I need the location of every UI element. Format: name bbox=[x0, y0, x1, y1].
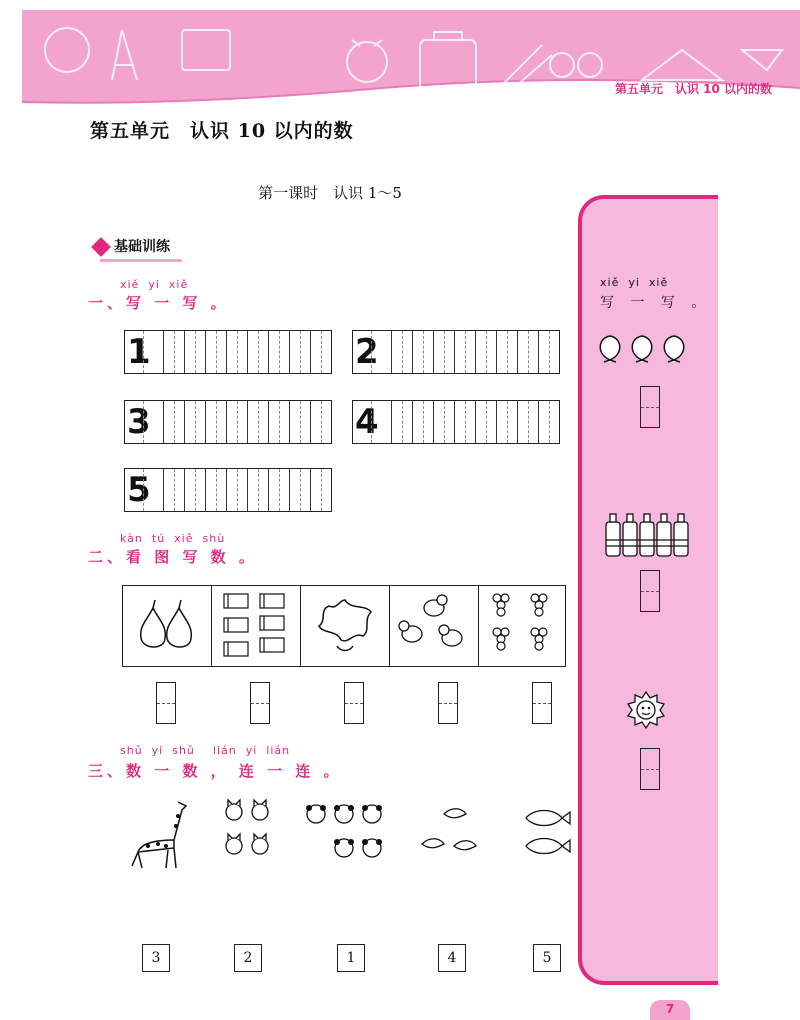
writing-cell[interactable] bbox=[205, 331, 226, 373]
banner-label: 第五单元 认识 10 以内的数 bbox=[614, 82, 772, 96]
picture-cell bbox=[300, 586, 389, 666]
writing-cell[interactable] bbox=[496, 331, 517, 373]
cat-icon bbox=[222, 798, 274, 868]
writing-cell[interactable] bbox=[226, 469, 247, 511]
answer-box[interactable] bbox=[640, 386, 660, 428]
q3-pinyin: shǔ yi shǔ lián yi lián bbox=[120, 744, 291, 757]
picture-strip bbox=[122, 585, 566, 667]
picture-cell bbox=[123, 586, 211, 666]
sun-icon bbox=[626, 690, 666, 730]
bottle-icon bbox=[604, 512, 694, 558]
q3-title: 三、数 一 数 ， 连 一 连 。 bbox=[88, 762, 343, 780]
writing-cell[interactable] bbox=[184, 401, 205, 443]
q1-pinyin: xiě yi xiě bbox=[120, 278, 189, 291]
side-title: 写 一 写 。 bbox=[600, 295, 712, 311]
writing-cell[interactable] bbox=[391, 331, 412, 373]
writing-grid-4 bbox=[352, 400, 560, 444]
writing-cell[interactable] bbox=[226, 401, 247, 443]
writing-cell[interactable] bbox=[475, 401, 496, 443]
writing-cell[interactable] bbox=[268, 331, 289, 373]
picture-cell bbox=[211, 586, 300, 666]
writing-cell[interactable] bbox=[310, 469, 331, 511]
q2-pinyin: kàn tú xiě shù bbox=[120, 532, 226, 545]
peach-icon bbox=[594, 330, 694, 370]
writing-cell[interactable] bbox=[247, 469, 268, 511]
number-box[interactable]: 5 bbox=[533, 944, 561, 972]
digit-label: 5 bbox=[125, 469, 163, 511]
pear-icon bbox=[123, 586, 211, 666]
fish-icon bbox=[522, 806, 572, 864]
picture-cell bbox=[478, 586, 567, 666]
writing-cell[interactable] bbox=[247, 331, 268, 373]
writing-grid-2 bbox=[352, 330, 560, 374]
writing-cell[interactable] bbox=[412, 401, 433, 443]
answer-box[interactable] bbox=[532, 682, 552, 724]
writing-cell[interactable] bbox=[412, 331, 433, 373]
writing-cell[interactable] bbox=[268, 469, 289, 511]
writing-cell[interactable] bbox=[163, 469, 184, 511]
giraffe-icon bbox=[118, 796, 194, 872]
writing-grid-1 bbox=[124, 330, 332, 374]
writing-cell[interactable] bbox=[289, 469, 310, 511]
section-badge bbox=[90, 236, 178, 258]
writing-cell[interactable] bbox=[454, 331, 475, 373]
chick-icon bbox=[390, 586, 478, 666]
writing-cell[interactable] bbox=[205, 401, 226, 443]
panda-icon bbox=[304, 800, 388, 866]
diamond-icon bbox=[91, 237, 111, 257]
writing-cell[interactable] bbox=[538, 331, 559, 373]
writing-cell[interactable] bbox=[391, 401, 412, 443]
writing-cell[interactable] bbox=[517, 331, 538, 373]
writing-cell[interactable] bbox=[496, 401, 517, 443]
writing-cell[interactable] bbox=[454, 401, 475, 443]
writing-grid-3 bbox=[124, 400, 332, 444]
picture-cell bbox=[389, 586, 478, 666]
writing-cell[interactable] bbox=[163, 331, 184, 373]
writing-cell[interactable] bbox=[163, 401, 184, 443]
answer-box[interactable] bbox=[156, 682, 176, 724]
writing-cell[interactable] bbox=[205, 469, 226, 511]
writing-cell[interactable] bbox=[538, 401, 559, 443]
section-badge-label: 基础训练 bbox=[114, 239, 170, 255]
writing-cell[interactable] bbox=[433, 331, 454, 373]
writing-cell[interactable] bbox=[184, 331, 205, 373]
q1-title: 一、写 一 写 。 bbox=[88, 294, 230, 312]
bird-icon bbox=[414, 800, 486, 866]
pencil-box-icon bbox=[212, 586, 300, 666]
writing-cell[interactable] bbox=[517, 401, 538, 443]
number-box[interactable]: 3 bbox=[142, 944, 170, 972]
writing-cell[interactable] bbox=[310, 331, 331, 373]
number-box[interactable]: 1 bbox=[337, 944, 365, 972]
answer-box[interactable] bbox=[344, 682, 364, 724]
digit-label: 4 bbox=[353, 401, 391, 443]
writing-cell[interactable] bbox=[289, 401, 310, 443]
flower-icon bbox=[301, 586, 389, 666]
writing-cell[interactable] bbox=[475, 331, 496, 373]
page-number: 7 bbox=[650, 1000, 690, 1020]
grapes-icon bbox=[479, 586, 567, 666]
number-box[interactable]: 2 bbox=[234, 944, 262, 972]
writing-cell[interactable] bbox=[433, 401, 454, 443]
digit-label: 2 bbox=[353, 331, 391, 373]
digit-label: 1 bbox=[125, 331, 163, 373]
answer-box[interactable] bbox=[640, 570, 660, 612]
unit-title: 第五单元 认识 10 以内的数 bbox=[90, 120, 354, 142]
digit-label: 3 bbox=[125, 401, 163, 443]
writing-grid-5 bbox=[124, 468, 332, 512]
writing-cell[interactable] bbox=[310, 401, 331, 443]
lesson-title: 第一课时 认识 1～5 bbox=[258, 184, 402, 202]
badge-underline bbox=[100, 259, 182, 262]
answer-box[interactable] bbox=[438, 682, 458, 724]
number-box[interactable]: 4 bbox=[438, 944, 466, 972]
writing-cell[interactable] bbox=[184, 469, 205, 511]
writing-cell[interactable] bbox=[289, 331, 310, 373]
writing-cell[interactable] bbox=[268, 401, 289, 443]
answer-box[interactable] bbox=[250, 682, 270, 724]
side-pinyin: xiě yi xiě bbox=[600, 276, 669, 289]
writing-cell[interactable] bbox=[226, 331, 247, 373]
q2-title: 二、看 图 写 数 。 bbox=[88, 548, 258, 566]
writing-cell[interactable] bbox=[247, 401, 268, 443]
answer-box[interactable] bbox=[640, 748, 660, 790]
